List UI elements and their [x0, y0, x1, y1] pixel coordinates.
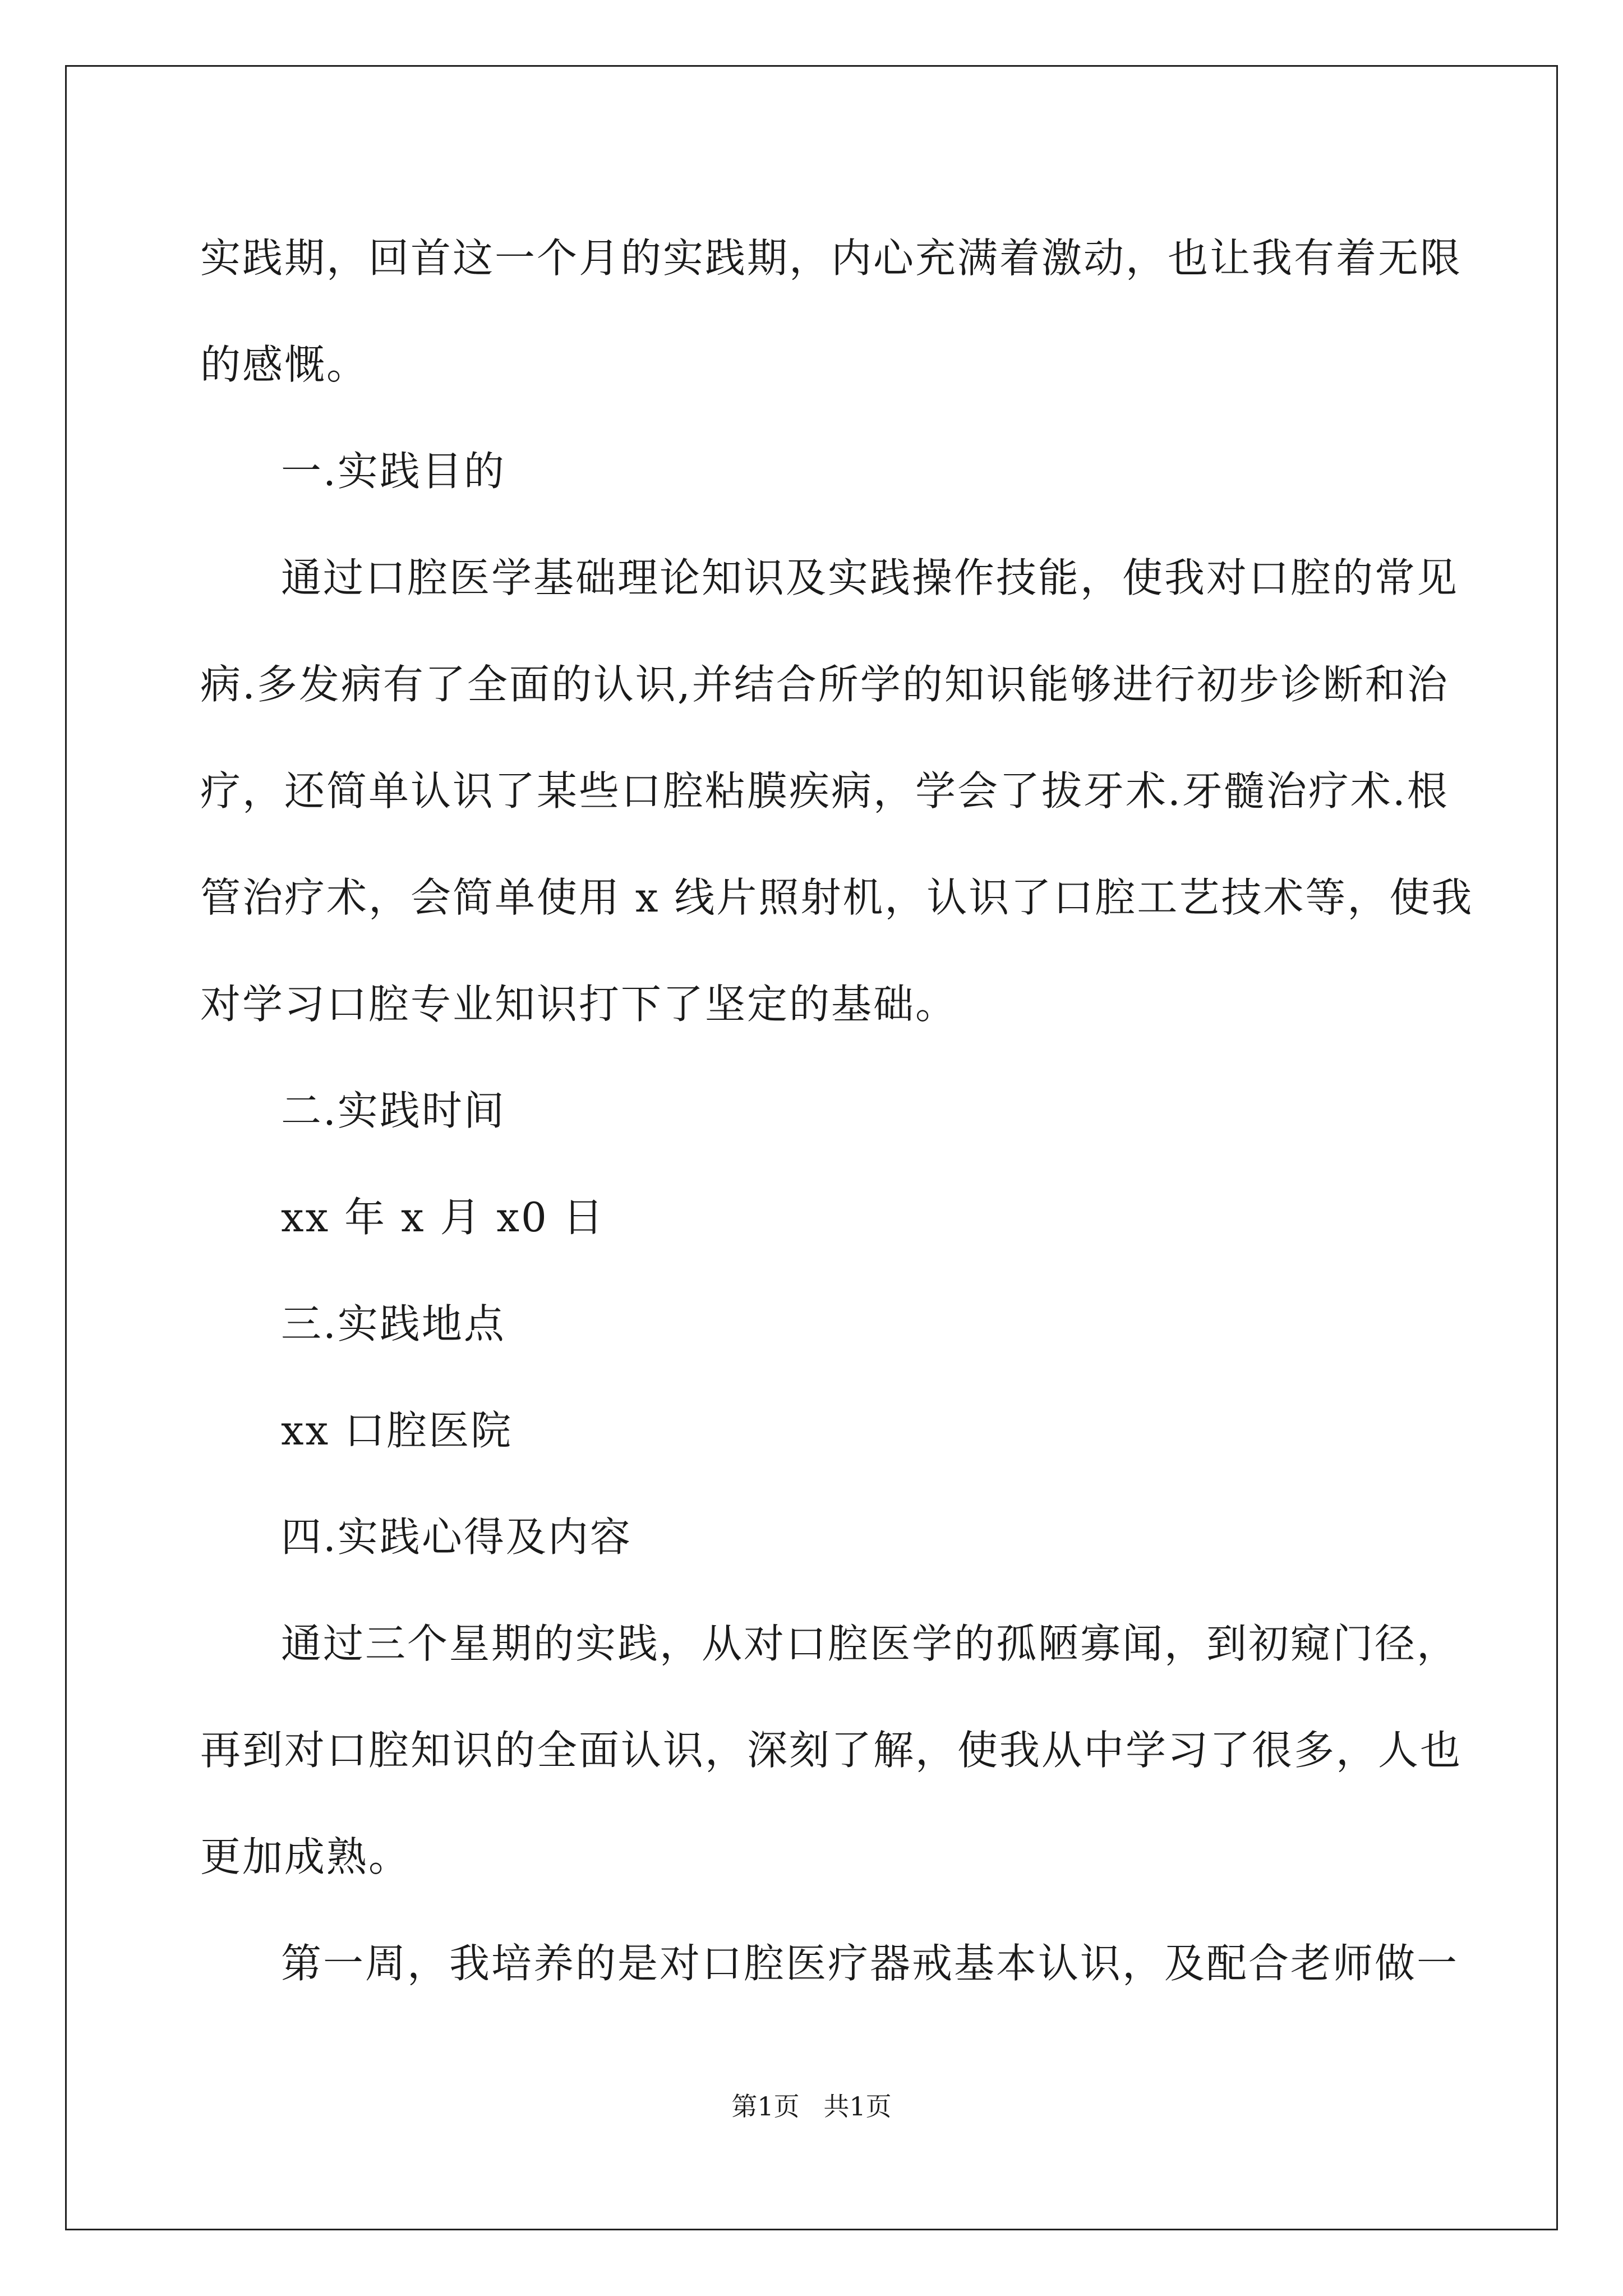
body-line: 通过三个星期的实践，从对口腔医学的孤陋寡闻，到初窥门径，	[281, 1620, 1459, 1667]
body-line: 管治疗术，会简单使用 x 线片照射机，认识了口腔工艺技术等，使我	[200, 874, 1474, 921]
section-heading: 二.实践时间	[281, 1087, 506, 1134]
body-line: xx 口腔医院	[281, 1407, 513, 1454]
body-line: 更加成熟。	[200, 1833, 411, 1880]
page-number: 第1页	[731, 2091, 800, 2122]
body-line: 通过口腔医学基础理论知识及实践操作技能，使我对口腔的常见	[281, 554, 1459, 601]
body-line: 再到对口腔知识的全面认识，深刻了解，使我从中学习了很多，人也	[200, 1727, 1463, 1774]
section-heading: 四.实践心得及内容	[281, 1513, 632, 1561]
body-line: 的感慨。	[200, 341, 369, 388]
section-heading: 一.实践目的	[281, 448, 506, 495]
body-line: 实践期，回首这一个月的实践期，内心充满着激动，也让我有着无限	[200, 234, 1463, 282]
body-line: 对学习口腔专业知识打下了坚定的基础。	[200, 981, 958, 1028]
body-line: 病.多发病有了全面的认识,并结合所学的知识能够进行初步诊断和治	[200, 661, 1449, 708]
body-line: 疗，还简单认识了某些口腔粘膜疾病，学会了拔牙术.牙髓治疗术.根	[200, 767, 1449, 815]
body-line: xx 年 x 月 x0 日	[281, 1194, 605, 1241]
section-heading: 三.实践地点	[281, 1300, 506, 1347]
document-body	[200, 205, 1474, 2017]
page-footer	[0, 2090, 1623, 2123]
page-total: 共1页	[823, 2091, 892, 2122]
body-line: 第一周，我培养的是对口腔医疗器戒基本认识，及配合老师做一	[281, 1940, 1459, 1987]
